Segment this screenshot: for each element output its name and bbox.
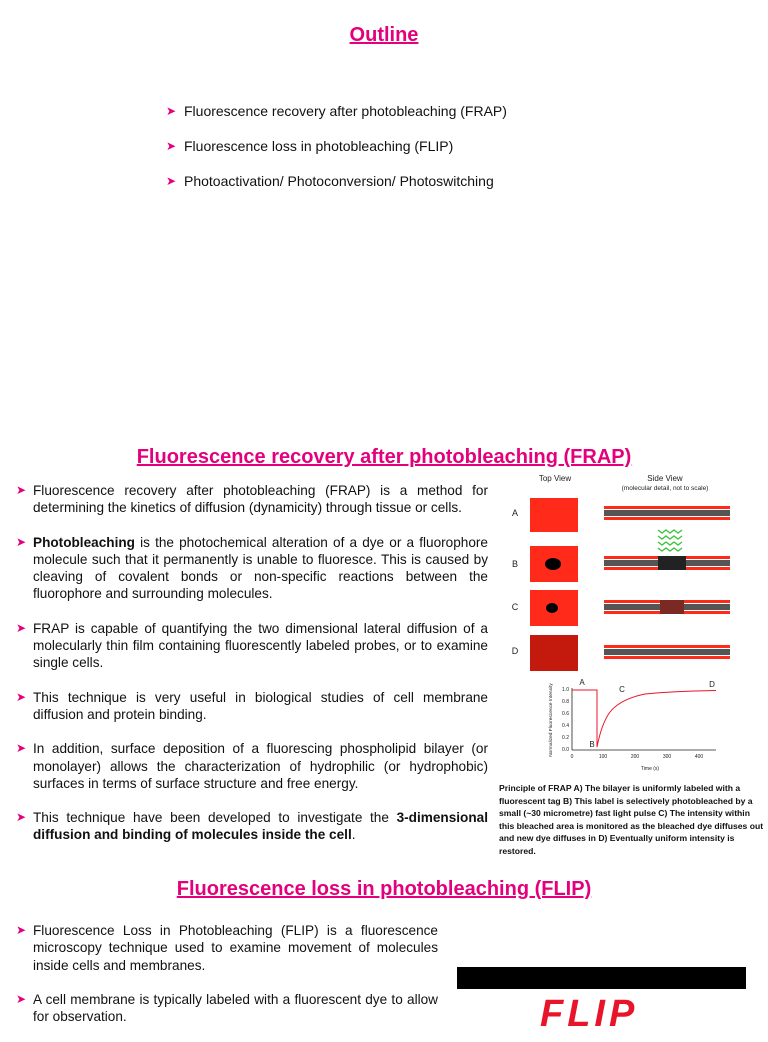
x-tick: 200	[630, 754, 640, 760]
arrow-bullet-icon: ➤	[16, 810, 27, 825]
x-tick: 300	[662, 754, 672, 760]
arrow-bullet-icon: ➤	[16, 620, 27, 635]
frap-bullet: ➤ This technique is very useful in biological studies of cell membrane diffusion and protein binding.	[16, 689, 488, 722]
top-view-label: Top View	[538, 474, 572, 483]
bilayer-c	[604, 600, 730, 614]
flip-image-header-bar	[457, 967, 746, 989]
released-dye-b	[658, 530, 682, 551]
arrow-bullet-icon: ➤	[166, 139, 177, 153]
row-label-c: C	[511, 602, 519, 612]
arrow-bullet-icon: ➤	[16, 534, 27, 549]
y-tick: 1.0	[562, 687, 569, 693]
flip-bullet: ➤ A cell membrane is typically labeled with a fluorescent dye to allow for observation.	[16, 991, 438, 1025]
flip-bullet: ➤ Fluorescence Loss in Photobleaching (FLIP) is a fluorescence microscopy technique used to examine movement of molecules inside cells and membranes.	[16, 923, 438, 973]
y-tick: 0.4	[562, 723, 569, 729]
x-tick: 400	[694, 754, 704, 760]
bleach-spot-c	[546, 603, 558, 613]
graph-label-d: D	[709, 680, 715, 689]
arrow-bullet-icon: ➤	[166, 174, 177, 188]
recovery-graph	[548, 678, 716, 772]
y-tick: 0.6	[562, 711, 569, 717]
flip-bullet-list	[16, 922, 438, 1042]
outline-item: ➤ Photoactivation/ Photoconversion/ Photoswitching	[166, 173, 494, 189]
graph-label-b: B	[589, 740, 595, 749]
bilayer-a	[604, 506, 730, 520]
graph-label-c: C	[619, 685, 625, 694]
y-tick: 0.2	[562, 735, 569, 741]
x-tick: 100	[598, 754, 608, 760]
outline-item: ➤ Fluorescence recovery after photobleaching (FRAP)	[166, 103, 507, 119]
outline-list	[166, 103, 507, 208]
flip-image-title: FLIP	[540, 993, 639, 1035]
recovery-curve	[572, 690, 716, 747]
row-label-b: B	[511, 559, 519, 569]
bilayer-d	[604, 645, 730, 659]
y-tick: 0.0	[562, 747, 569, 753]
frap-figure-caption: Principle of FRAP A) The bilayer is uniformly labeled with a fluorescent tag B) This label is selectively photobleached by a small (~30 micrometre) fast light pulse C) The intensity within this bleached area is monitored as the bleached dye diffuses out and new dye diffuses in D) Eventually uniform intensity is restored.	[499, 783, 764, 856]
frap-principle-figure	[500, 470, 762, 780]
arrow-bullet-icon: ➤	[16, 689, 27, 704]
frap-bullet: ➤ This technique have been developed to investigate the 3-dimensional diffusion and binding of molecules inside the cell.	[16, 810, 488, 843]
y-axis-label: Normalized Fluorescence Intensity	[549, 683, 554, 757]
frap-bullet-list	[16, 482, 488, 861]
x-axis-label: Time (s)	[640, 766, 660, 772]
arrow-bullet-icon: ➤	[16, 483, 27, 497]
frap-bullet: ➤ Photobleaching is the photochemical alteration of a dye or a fluorophore molecule such that it permanently is unable to fluoresce. This is caused by cleaving of covalent bonds or non-specific reactions between the fluorophore and surrounding molecules.	[16, 534, 488, 602]
top-view-a	[530, 498, 578, 532]
arrow-bullet-icon: ➤	[16, 741, 27, 756]
top-view-d	[530, 635, 578, 671]
outline-item: ➤ Fluorescence loss in photobleaching (FLIP)	[166, 138, 454, 154]
frap-bullet: ➤ In addition, surface deposition of a fluorescing phospholipid bilayer (or monolayer) allows the characterization of hydrophilic (or hydrophobic) surfaces in terms of surface structure and free energy.	[16, 741, 488, 791]
bilayer-b	[604, 556, 730, 570]
graph-label-a: A	[579, 678, 585, 687]
flip-section-title: Fluorescence loss in photobleaching (FLIP)	[176, 878, 592, 900]
x-tick: 0	[570, 754, 574, 760]
side-view-label: Side View	[647, 474, 683, 483]
y-tick: 0.8	[562, 699, 569, 705]
side-view-note: (molecular detail, not to scale)	[621, 485, 709, 492]
arrow-bullet-icon: ➤	[16, 923, 27, 937]
row-label-a: A	[511, 508, 519, 518]
arrow-bullet-icon: ➤	[166, 104, 177, 118]
outline-title: Outline	[349, 24, 419, 46]
frap-bullet: ➤ Fluorescence recovery after photobleaching (FRAP) is a method for determining the kinetics of diffusion (dynamicity) through tissue or cells.	[16, 483, 488, 516]
frap-bullet: ➤ FRAP is capable of quantifying the two dimensional lateral diffusion of a molecularly thin film containing fluorescently labeled probes, or to examine single cells.	[16, 620, 488, 671]
row-label-d: D	[511, 646, 519, 656]
bleach-spot-b	[545, 558, 561, 570]
frap-section-title: Fluorescence recovery after photobleaching (FRAP)	[136, 446, 632, 468]
arrow-bullet-icon: ➤	[16, 991, 27, 1006]
